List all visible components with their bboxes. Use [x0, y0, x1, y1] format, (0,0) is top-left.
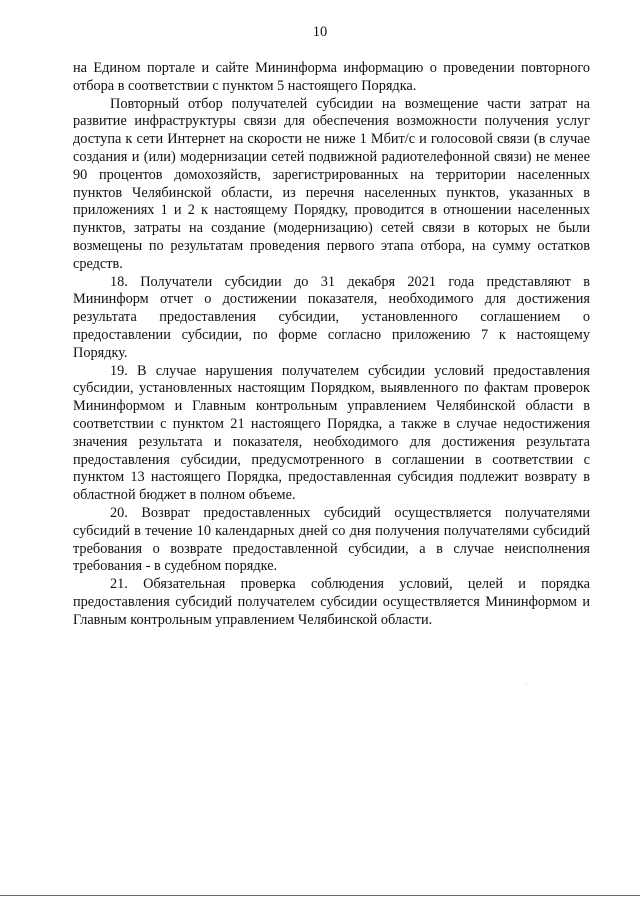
document-body — [73, 60, 590, 630]
paragraph-continuation: на Едином портале и сайте Мининформа информацию о проведении повторного отбора в соответствии с пунктом 5 настоящего Порядка. — [73, 60, 590, 94]
paragraph-19: 19. В случае нарушения получателем субсидии условий предоставления субсидии, установленных настоящим Порядком, выявленного по фактам проверок Мининформом и Главным контрольным управлением Челябинской области в соответствии с пунктом 21 настоящего Порядка, а также в случае недостижения значения результата и показателя, необходимого для достижения результата предоставления субсидии, предусмотренного в соглашении в соответствии с пунктом 13 настоящего Порядка, предоставленная субсидия подлежит возврату в областной бюджет в полном объеме. — [73, 362, 590, 504]
paragraph-18: 18. Получатели субсидии до 31 декабря 2021 года представляют в Мининформ отчет о достижении показателя, необходимого для достижения результата предоставления субсидии, установленного соглашением о предоставлении субсидии, по форме согласно приложению 7 к настоящему Порядку. — [73, 273, 590, 361]
paragraph-repeat-selection: Повторный отбор получателей субсидии на возмещение части затрат на развитие инфраструктуры связи для обеспечения возможности получения услуг доступа к сети Интернет на скорости не ниже 1 Мбит/с и голосовой связи (в случае создания и (или) модернизации сетей подвижной радиотелефонной связи) не менее 90 процентов домохозяйств, зарегистрированных на территории населенных пунктов Челябинской области, из перечня населенных пунктов, указанных в приложениях 1 и 2 к настоящему Порядку, проводится в отношении населенных пунктов, затраты на создание (модернизацию) сетей связи в которых не были возмещены по результатам проведения первого этапа отбора, на сумму остатков средств. — [73, 95, 590, 272]
paragraph-21: 21. Обязательная проверка соблюдения условий, целей и порядка предоставления субсидий получателем субсидии осуществляется Мининформом и Главным контрольным управлением Челябинской области. — [73, 576, 590, 628]
scan-speck — [526, 683, 527, 684]
page-bottom-edge — [0, 895, 640, 896]
paragraph-20: 20. Возврат предоставленных субсидий осуществляется получателями субсидий в течение 10 календарных дней со дня получения получателями субсидий требования о возврате предоставленной субсидии, а в случае неисполнения требования - в судебном порядке. — [73, 504, 590, 575]
page-number: 10 — [312, 24, 328, 40]
